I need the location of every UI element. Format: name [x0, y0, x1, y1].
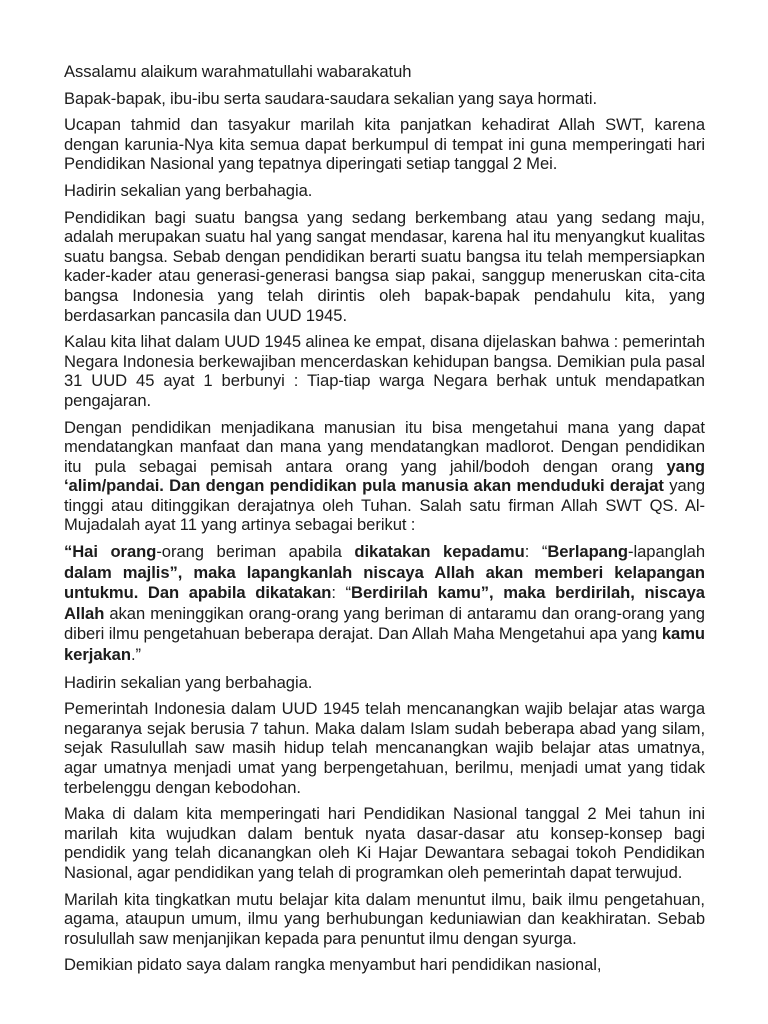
bold-text-segment: kamu kerjakan [64, 624, 705, 665]
text-segment: : “ [331, 583, 352, 603]
bold-text-segment: “Hai orang [64, 542, 157, 562]
quote-paragraph [64, 542, 705, 666]
text-segment: Demikian pidato saya dalam rangka menyambut hari pendidikan nasional, [64, 955, 602, 975]
text-segment: Pemerintah Indonesia dalam UUD 1945 telah mencanangkan wajib belajar atas warga negaranya sejak berusia 7 tahun. Maka dalam Islam sudah beberapa abad yang silam, sejak Rasulullah saw masih hidup telah mencanangkan wajib belajar atas umatnya, agar umatnya menjadi umat yang berpengetahuan, berilmu, menjadi umat yang tidak terbelenggu dengan kebodohan. [64, 699, 705, 797]
text-segment: yang tinggi atau ditinggikan derajatnya oleh Tuhan. Salah satu firman Allah SWT QS. Al-Mujadalah ayat 11 yang artinya sebagai berikut : [64, 476, 705, 535]
paragraph [64, 673, 705, 693]
text-segment: Ucapan tahmid dan tasyakur marilah kita panjatkan kehadirat Allah SWT, karena dengan karunia-Nya kita semua dapat berkumpul di tempat ini guna memperingati hari Pendidikan Nasional yang tepatnya diperingati setiap tanggal 2 Mei. [64, 115, 705, 174]
text-segment: Pendidikan bagi suatu bangsa yang sedang berkembang atau yang sedang maju, adalah merupakan suatu hal yang sangat mendasar, karena hal itu menyangkut kualitas suatu bangsa. Sebab dengan pendidikan berarti suatu bangsa itu telah mempersiapkan kader-kader atau generasi-generasi bangsa siap pakai, sanggup meneruskan cita-cita bangsa Indonesia yang telah dirintis oleh bapak-bapak pendahulu kita, yang berdasarkan pancasila dan UUD 1945. [64, 207, 705, 325]
document-page [64, 62, 705, 982]
paragraph [64, 181, 705, 201]
text-segment: Maka di dalam kita memperingati hari Pendidikan Nasional tanggal 2 Mei tahun ini marilah kita wujudkan dalam bentuk nyata dasar-dasar atu konsep-konsep bagi pendidik yang telah dicanangkan oleh Ki Hajar Dewantara sebagai tokoh Pendidikan Nasional, agar pendidikan yang telah di programkan oleh pemerintah dapat terwujud. [64, 804, 705, 882]
text-segment: : “ [524, 542, 548, 562]
paragraph [64, 418, 705, 536]
paragraph [64, 955, 705, 975]
text-segment: Assalamu alaikum warahmatullahi wabarakatuh [64, 62, 412, 81]
bold-text-segment: Berdirilah kamu”, maka berdirilah, niscaya Allah [64, 583, 705, 623]
paragraph [64, 699, 705, 797]
paragraph [64, 332, 705, 410]
paragraph [64, 208, 705, 326]
text-segment: Kalau kita lihat dalam UUD 1945 alinea ke empat, disana dijelaskan bahwa : pemerintah Negara Indonesia berkewajiban mencerdaskan kehidupan bangsa. Demikian pula pasal 31 UUD 45 ayat 1 berbunyi : Tiap-tiap warga Negara berhak untuk mendapatkan pengajaran. [64, 332, 705, 410]
text-segment: Dengan pendidikan menjadikana manusian itu bisa mengetahui mana yang dapat mendatangkan manfaat dan mana yang mendatangkan madlorot. Dengan pendidikan itu pula sebagai pemisah antara orang yang jahil/bodoh dengan orang [64, 417, 705, 476]
text-segment: akan meninggikan orang-orang yang beriman di antaramu dan orang-orang yang diberi ilmu pengetahuan beberapa derajat. Dan Allah Maha Mengetahui apa yang [64, 603, 705, 644]
text-segment: Hadirin sekalian yang berbahagia. [64, 180, 313, 200]
bold-text-segment: yang ‘alim/pandai. Dan dengan pendidikan pula manusia akan menduduki derajat [64, 456, 705, 496]
paragraph [64, 804, 705, 882]
text-segment: .” [130, 645, 141, 665]
paragraph [64, 62, 705, 82]
paragraph [64, 890, 705, 949]
paragraph [64, 89, 705, 109]
text-segment: Bapak-bapak, ibu-ibu serta saudara-saudara sekalian yang saya hormati. [64, 88, 598, 108]
paragraph [64, 115, 705, 174]
text-segment: -lapanglah [628, 542, 706, 562]
text-segment: Marilah kita tingkatkan mutu belajar kita dalam menuntut ilmu, baik ilmu pengetahuan, agama, ataupun umum, ilmu yang berhubungan keduniawian dan keakhiratan. Sebab rosulullah saw menjanjikan kepada para penuntut ilmu dengan syurga. [64, 889, 705, 948]
bold-text-segment: dikatakan kepadamu [354, 542, 525, 562]
bold-text-segment: dalam majlis”, maka lapangkanlah niscaya Allah akan memberi kelapangan untukmu. Dan apabila dikatakan [64, 562, 705, 603]
text-segment: Hadirin sekalian yang berbahagia. [64, 672, 313, 692]
text-segment: -orang beriman apabila [156, 542, 355, 562]
bold-text-segment: Berlapang [547, 542, 629, 562]
